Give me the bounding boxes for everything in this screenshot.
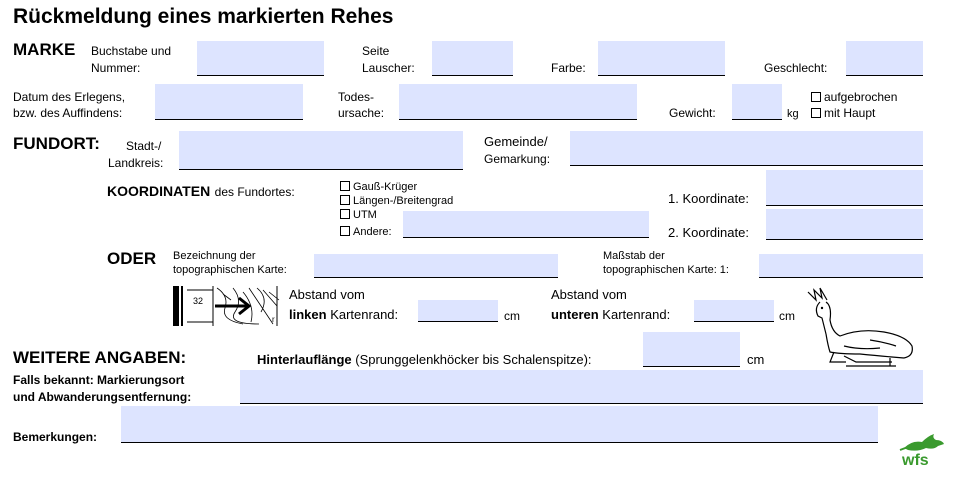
gauss-krueger-checkbox[interactable] [340, 181, 350, 191]
koordinate-1-label: 1. Koordinate: [668, 191, 749, 206]
abstand-links-bold: linken [289, 307, 327, 322]
buchstabe-nummer-field[interactable] [197, 41, 324, 76]
todesursache-field[interactable] [399, 84, 637, 120]
aufgebrochen-option[interactable] [811, 91, 897, 103]
abstand-links-label-1: Abstand vom [289, 287, 365, 302]
datum-field[interactable] [155, 84, 303, 120]
abstand-unten-unit: cm [779, 309, 795, 323]
todesursache-label-1: Todes- [338, 90, 375, 104]
wfs-logo [898, 432, 950, 472]
todesursache-label-2: ursache: [338, 106, 385, 120]
massstab-field[interactable] [759, 254, 923, 278]
karte-bezeichnung-label-2: topographischen Karte: [173, 264, 287, 276]
laengen-breitengrad-checkbox[interactable] [340, 195, 350, 205]
map-illustration-svg [173, 286, 281, 326]
mit-haupt-label: mit Haupt [824, 106, 876, 120]
datum-label-2: bzw. des Auffindens: [13, 106, 123, 120]
utm-checkbox[interactable] [340, 209, 350, 219]
abstand-unten-bold: unteren [551, 307, 599, 322]
laengen-breitengrad-option[interactable] [340, 195, 453, 207]
abstand-unten-label-2 [551, 308, 670, 321]
seite-lauscher-field[interactable] [432, 41, 513, 76]
markierungsort-field[interactable] [240, 370, 923, 404]
massstab-label-2: topographischen Karte: 1: [603, 264, 729, 276]
koordinate-1-field[interactable] [766, 170, 923, 206]
farbe-field[interactable] [598, 41, 725, 76]
koordinate-2-field[interactable] [766, 209, 923, 240]
abstand-unten-rest: Kartenrand: [602, 307, 671, 322]
abstand-links-rest: Kartenrand: [330, 307, 399, 322]
andere-field[interactable] [403, 211, 649, 238]
massstab-label-1: Maßstab der [603, 250, 665, 262]
map-illustration [173, 286, 281, 326]
laengen-breitengrad-label: Längen-/Breitengrad [353, 195, 454, 207]
markierungsort-label-1: Falls bekannt: Markierungsort [13, 373, 185, 387]
karte-bezeichnung-label-1: Bezeichnung der [173, 250, 256, 262]
abstand-links-field[interactable] [418, 300, 498, 322]
geschlecht-label: Geschlecht: [764, 61, 828, 75]
koordinaten-suffix: des Fundortes: [214, 185, 295, 199]
landkreis-field[interactable] [179, 131, 463, 170]
aufgebrochen-checkbox[interactable] [811, 92, 821, 102]
gemeinde-label-1: Gemeinde/ [484, 134, 548, 149]
gemeinde-label-2: Gemarkung: [484, 152, 551, 166]
bemerkungen-label: Bemerkungen: [13, 430, 98, 444]
geschlecht-field[interactable] [846, 41, 923, 76]
bemerkungen-field[interactable] [121, 406, 878, 443]
map-grid-letter: r [272, 315, 275, 324]
kg-unit: kg [787, 108, 799, 120]
aufgebrochen-label: aufgebrochen [824, 90, 898, 104]
weitere-angaben-heading: WEITERE ANGABEN: [13, 348, 187, 367]
markierungsort-label-2: und Abwanderungsentfernung: [13, 390, 192, 404]
abstand-unten-label-1: Abstand vom [551, 287, 627, 302]
koordinaten-heading: KOORDINATEN [107, 183, 211, 199]
deer-illustration [800, 286, 920, 370]
stadt-label-2: Landkreis: [108, 156, 164, 170]
abstand-links-label-2 [289, 308, 398, 321]
gemarkung-field[interactable] [570, 131, 923, 166]
utm-option[interactable] [340, 209, 377, 221]
andere-checkbox[interactable] [340, 226, 350, 236]
fundort-heading: FUNDORT: [13, 134, 100, 153]
stadt-label-1: Stadt-/ [126, 139, 162, 153]
gauss-krueger-option[interactable] [340, 181, 417, 193]
buchstabe-label-2: Nummer: [91, 61, 141, 75]
koordinate-2-label: 2. Koordinate: [668, 225, 749, 240]
buchstabe-label-1: Buchstabe und [91, 44, 172, 58]
seite-label-2: Lauscher: [362, 61, 415, 75]
koordinaten-heading-line [107, 184, 295, 200]
deer-illustration-svg [800, 286, 920, 370]
abstand-links-unit: cm [504, 309, 520, 323]
andere-label: Andere: [353, 226, 392, 238]
gauss-krueger-label: Gauß-Krüger [353, 181, 418, 193]
hinterlauf-bold: Hinterlauflänge [257, 352, 352, 367]
utm-label: UTM [353, 209, 377, 221]
hinterlauflaenge-field[interactable] [643, 332, 740, 367]
hare-icon [898, 432, 950, 454]
seite-label-1: Seite [362, 44, 390, 58]
gewicht-field[interactable] [732, 84, 782, 120]
hinterlauf-rest: (Sprunggelenkhöcker bis Schalenspitze): [355, 352, 592, 367]
mit-haupt-option[interactable] [811, 107, 875, 119]
gewicht-label: Gewicht: [669, 106, 716, 120]
marke-heading: MARKE [13, 40, 76, 59]
karte-bezeichnung-field[interactable] [314, 254, 558, 278]
oder-heading: ODER [107, 249, 157, 268]
hinterlauf-unit: cm [747, 352, 765, 367]
mit-haupt-checkbox[interactable] [811, 108, 821, 118]
abstand-unten-field[interactable] [694, 300, 774, 322]
hinterlauf-label [257, 353, 592, 366]
datum-label-1: Datum des Erlegens, [13, 90, 126, 104]
map-grid-number: 32 [193, 296, 204, 306]
wfs-logo-text: wfs [902, 452, 929, 469]
page-title: Rückmeldung eines markierten Rehes [13, 5, 394, 28]
farbe-label: Farbe: [551, 61, 586, 75]
andere-option[interactable] [340, 226, 392, 238]
